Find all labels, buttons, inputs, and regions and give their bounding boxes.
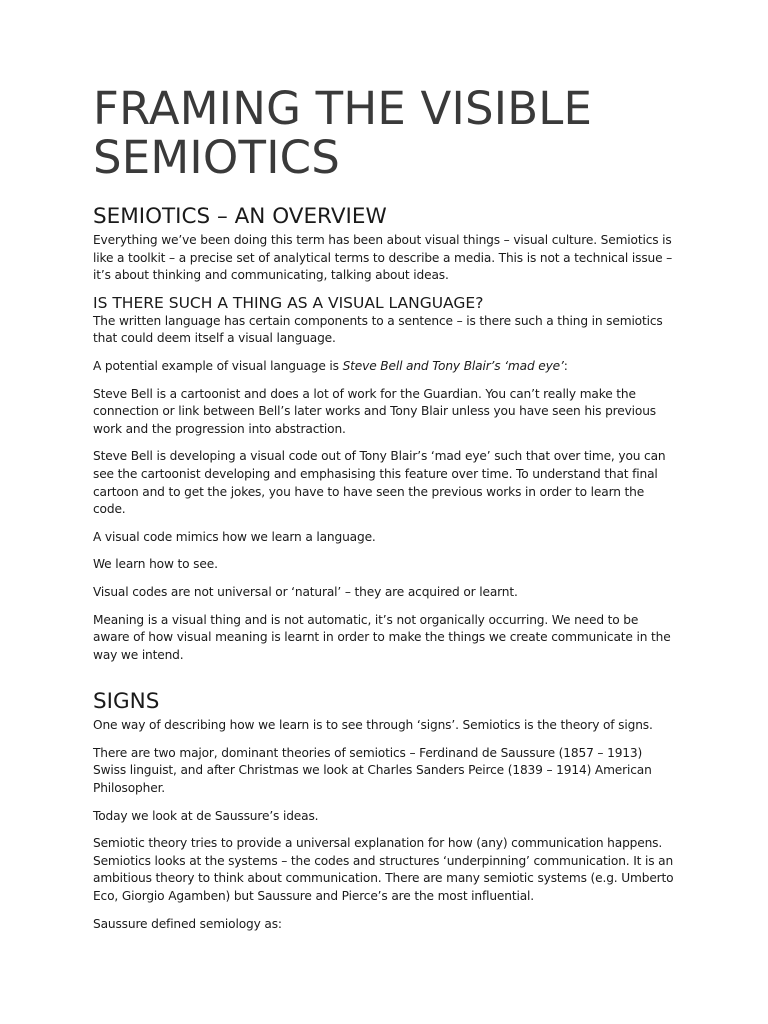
paragraph: Saussure defined semiology as: xyxy=(93,916,282,931)
paragraph: A visual code mimics how we learn a language. xyxy=(93,529,376,544)
paragraph: The written language has certain components to a sentence – is there such a thing in semiotics that could deem itself a visual language. xyxy=(93,313,663,346)
paragraph-text: A potential example of visual language is xyxy=(93,358,343,373)
paragraph: Semiotic theory tries to provide a universal explanation for how (any) communication happens. Semiotics looks at the systems – the codes and structures ‘underpinning’ communication. It is an ambitious theory to think about communication. There are many semiotic systems (e.g. Umberto Eco, Giorgio Agamben) but Saussure and Pierce’s are the most influential. xyxy=(93,836,674,904)
section-heading-overview: SEMIOTICS – AN OVERVIEW xyxy=(93,204,387,229)
paragraph-example xyxy=(93,358,678,376)
paragraph: Steve Bell is developing a visual code out of Tony Blair’s ‘mad eye’ such that over time, you can see the cartoonist developing and emphasising this feature over time. To understand that final cartoon and to get the jokes, you have to have seen the previous works in order to learn the code. xyxy=(93,449,666,517)
paragraph: Today we look at de Saussure’s ideas. xyxy=(93,808,319,823)
section-heading-signs: SIGNS xyxy=(93,689,160,715)
paragraph: One way of describing how we learn is to see through ‘signs’. Semiotics is the theory of signs. xyxy=(93,718,653,733)
paragraph: Everything we’ve been doing this term has been about visual things – visual culture. Semiotics is like a toolkit – a precise set of analytical terms to describe a media. This is not a technical issue – it’s about thinking and communicating, talking about ideas. xyxy=(93,233,673,283)
paragraph: Meaning is a visual thing and is not automatic, it’s not organically occurring. We need to be aware of how visual meaning is learnt in order to make the things we create communicate in the way we intend. xyxy=(93,612,671,662)
paragraph: Visual codes are not universal or ‘natural’ – they are acquired or learnt. xyxy=(93,584,518,599)
document-title-line-2: SEMIOTICS xyxy=(93,131,341,184)
section-heading-visual-language: IS THERE SUCH A THING AS A VISUAL LANGUAGE? xyxy=(93,293,484,312)
italic-text: Steve Bell and Tony Blair’s ‘mad eye’ xyxy=(342,358,564,373)
paragraph: There are two major, dominant theories of semiotics – Ferdinand de Saussure (1857 – 1913) Swiss linguist, and after Christmas we look at Charles Sanders Peirce (1839 – 1914) American Philosopher. xyxy=(93,745,652,796)
document-page xyxy=(93,84,678,933)
document-title-line-1: FRAMING THE VISIBLE xyxy=(93,82,593,135)
paragraph-text: : xyxy=(563,358,568,373)
paragraph: Steve Bell is a cartoonist and does a lot of work for the Guardian. You can’t really make the connection or link between Bell’s later works and Tony Blair unless you have seen his previous work and the progression into abstraction. xyxy=(93,386,656,436)
paragraph: We learn how to see. xyxy=(93,557,218,572)
